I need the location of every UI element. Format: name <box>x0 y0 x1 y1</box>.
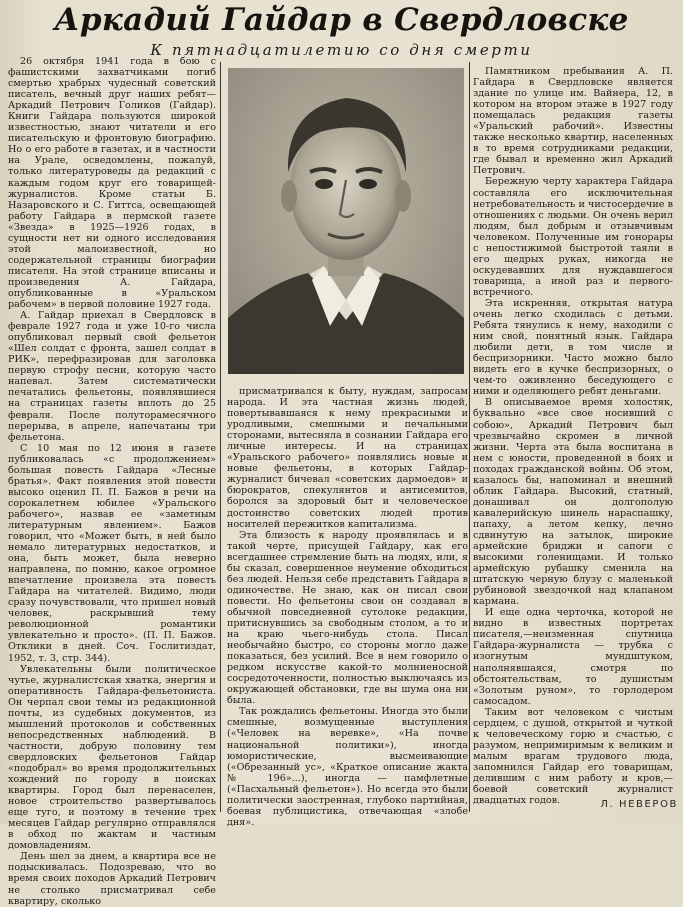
paragraph: Увлекательны были политическое чутье, журналистская хватка, энергия и оперативность Гайдара-фельетониста. Он черпал свои темы из редакционной почты, из судебных документов, из мышлений протоколов и собственных непосредственных наблюдений. В частности, добрую половину тем свердловских фельетонов Гайдар «подобрал» во время продолжительных хождений по городу в поисках квартиры. Город был перенаселен, новое строительство развертывалось еще туго, и поэтому в течение трех месяцев Гайдар регулярно отправлялся в обход по жактам и частным домовладениям. <box>8 663 216 852</box>
paragraph: В описываемое время холостяк, буквально «все свое носивший с собою», Аркадий Петрович был чрезвычайно скромен в личной жизни. Черта эта была воспитана в нем с юности, проведенной в боях и походах гражданской войны. Об этом, казалось бы, напоминал и внешний облик Гайдара. Высокий, статный, донашивал он долгополую кавалерийскую шинель нараспашку, папаху, а летом кепку, лечно сдвинутую на затылок, широкие армейские бриджи и сапоги с высокими голенищами. И только армейскую рубашку сменила на штатскую черную блузу с маленькой рубиновой звездочкой над клапаном кармана. <box>473 397 673 608</box>
paragraph: Так рождались фельетоны. Иногда это были смешные, возмущенные выступления («Человек на веревке», «На почве национальной политики»), иногда юмористические, высмеивающие («Обрезанный ус», «Краткое описание жакта № 196»...), иногда — памфлетные («Пасхальный фельетон»). Но всегда это были политически заостренная, глубоко партийная, боевая публицистика, отвечающая «злобе дня». <box>227 706 468 828</box>
paragraph: Памятником пребывания А. П. Гайдара в Свердловске является здание по улице им. Вайнера, 12, в котором на втором этаже в 1927 году помещалась редакция газеты «Уральский рабочий». Известны также несколько квартир, населенных в то время сотрудниками редакции, где бывал и временно жил Аркадий Петрович. <box>473 66 673 177</box>
portrait-image <box>228 68 464 374</box>
paragraph: Эта искренняя, открытая натура очень легко сходилась с детьми. Ребята тянулись к нему, находили с ним свой, понятный язык. Гайдара любили дети, в том числе и беспризорники. Часто можно было видеть его в кучке беспризорных, о чем-то оживленно беседующего с ними и оделяющего ребят деньгами. <box>473 297 673 398</box>
paragraph: День шел за днем, а квартира все не подыскивалась. Подозреваю, что во время своих походов Аркадий Петрович не столько присматривал себе квартиру, сколько <box>8 851 216 907</box>
paragraph: присматривался к быту, нуждам, запросам народа. И эта частная жизнь людей, повертывавшаяся к нему прекрасными и уродливыми, смешными и печальными сторонами, вытесняла в сознании Гайдара его личные интересы. И на страницах «Уральского рабочего» появлялись новые и новые фельетоны, в которых Гайдар-журналист бичевал «советских дармоедов» и бюрократов, спекулянтов и антисемитов, боролся за здоровый быт и человеческое достоинство советских людей против носителей пережитков капитализма. <box>227 386 468 530</box>
paragraph: 26 октября 1941 года в бою с фашистскими захватчиками погиб смертью храбрых чудесный советский писатель, вечный друг наших ребят—Аркадий Петрович Голиков (Гайдар). Книги Гайдара пользуются широкой известностью, знают читатели и его писательскую и фронтовую биографию. Но о его работе в газетах, и в частности на Урале, осведомлены, пожалуй, только литературоведы да редакций с каждым годом круг его товарищей-журналистов. Кроме статьи Б. Назаровского и С. Гиттса, освещающей работу Гайдара в пермской газете «Звезда» в 1925—1926 годах, в сущности нет ни одного исследования этой малоизвестной, но содержательной страницы биографии писателя. На этой странице вписаны и произведения А. Гайдара, опубликованные в «Уральском рабочем» в первой половине 1927 года. <box>8 56 216 311</box>
portrait-photo <box>228 68 464 374</box>
paragraph: А. Гайдар приехал в Свердловск в феврале 1927 года и уже 10-го числа опубликовал первый свой фельетон «Шел солдат с фронта, зашел солдат в РИК», перефразировав для заголовка первую строфу песни, которую часто напевал. Затем систематически печатались фельетоны, появлявшиеся на страницах газеты вплоть до 25 февраля. После полуторамесячного перерыва, в апреле, напечатаны три фельетона. <box>8 310 216 443</box>
paragraph: Таким вот человеком с чистым сердцем, с душой, открытой и чуткой к человеческому горю и счастью, с разумом, непримиримым к великим и малым врагам трудового люда, запомнился Гайдар его товарищам, делившим с ним работу и кров,—боевой советский журналист двадцатых годов. <box>473 706 673 807</box>
column-divider-right <box>469 62 470 812</box>
article-column-2 <box>227 386 468 828</box>
author-signature: Л. НЕВЕРОВ <box>600 799 678 810</box>
paragraph: И еще одна черточка, которой не видно в известных портретах писателя,—неизменная спутница Гайдара-журналиста — трубка с изогнутым мундштуком, наполнявшаяся, смотря по обстоятельствам, то душистым «Золотым руном», то горлодером самосадом. <box>473 607 673 707</box>
subtitle: К пятнадцатилетию со дня смерти <box>150 41 533 59</box>
paragraph: Бережную черту характера Гайдара составляла его исключительная нетребовательность и чистосердечие в отношениях с людьми. Он очень верил людям, был добрым и отзывчивым человеком. Полученные им гонорары с непостижимой быстротой таяли в его щедрых руках, никогда не оскудевавших для нуждавшегося товарища, а иной раз и первого-встречного. <box>473 176 673 298</box>
column-divider-left <box>220 62 221 812</box>
headline: Аркадий Гайдар в Свердловске <box>54 2 629 38</box>
article-column-1 <box>8 56 216 907</box>
paragraph: С 10 мая по 12 июня в газете публиковалась «с продолжением» большая повесть Гайдара «Лесные братья». Факт появления этой повести высоко оценил П. П. Бажов в речи на сорокалетнем юбилее «Уральского рабочего», назвав ее «заметным литературным явлением». Бажов говорил, что «Может быть, в ней было немало литературных недостатков, и она, быть может, была неверно направлена, по помню, какое огромное впечатление произвела эта повесть Гайдара на читателей. Видимо, люди сразу почувствовали, что пришел новый человек, раскрывший тему революционной романтики увлекательно и просто». (П. П. Бажов. Отклики в дней. Соч. Гослитиздат, 1952, т. 3, стр. 344). <box>8 442 216 664</box>
paragraph: Эта близость к народу проявлялась и в такой черте, присущей Гайдару, как его всегдашнее стремление быть на людях, или, я бы сказал, совершенное неумение обходиться без людей. Нельзя себе представить Гайдара в одиночестве. Не знаю, как он писал свои повести. Но фельетоны свои он создавал в обычной повседневной сутолоке редакции, притиснувшись за свободным столом, а то и на краю чьего-нибудь стола. Писал необычайно быстро, со стороны могло даже показаться, без усилий. Все в нем говорило о редком искусстве какой-то молниеносной сосредоточенности, полностью выключаясь из окружающей обстановки, где вы шума она ни была. <box>227 529 468 707</box>
